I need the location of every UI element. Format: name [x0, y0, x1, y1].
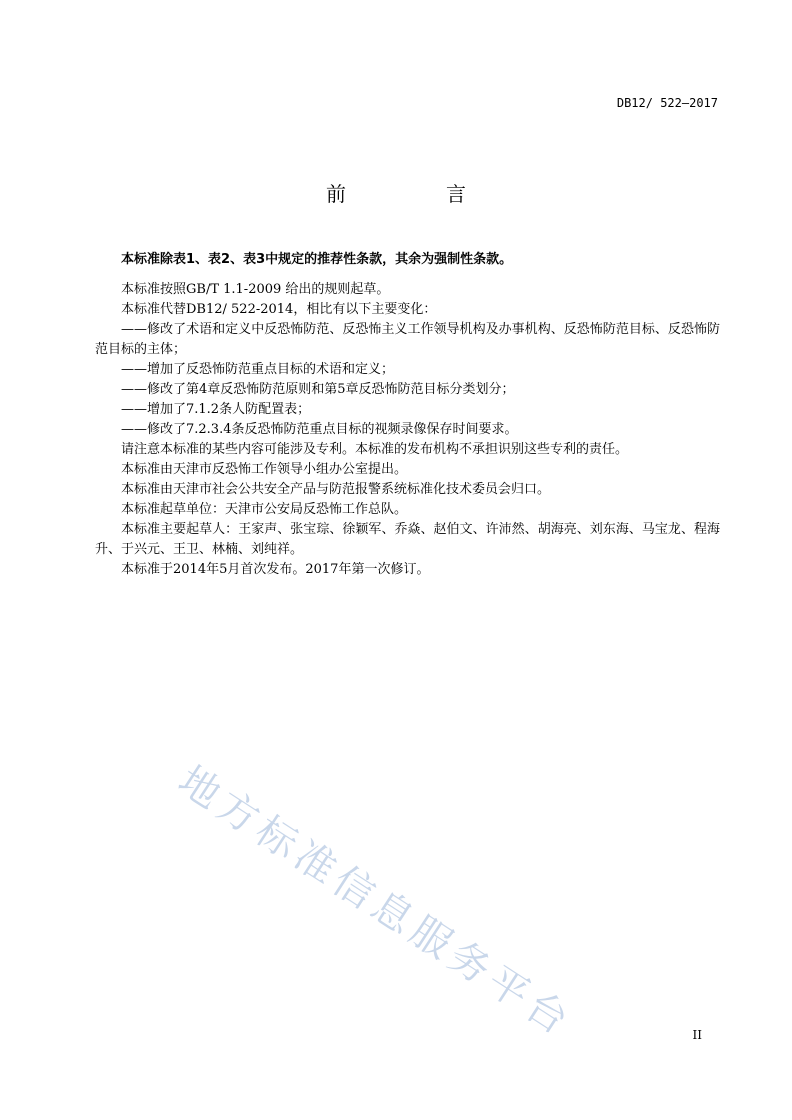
- standard-code: DB12/ 522—2017: [616, 96, 718, 110]
- paragraph: 本标准由天津市反恐怖工作领导小组办公室提出。: [121, 462, 408, 477]
- change-item: ——增加了7.1.2条人防配置表；: [121, 402, 311, 417]
- change-item: ——修改了术语和定义中反恐怖防范、反恐怖主义工作领导机构及办事机构、反恐怖防范目标、反恐怖防范目标的主体；: [95, 322, 720, 357]
- change-item: ——修改了第4章反恐怖防范原则和第5章反恐怖防范目标分类划分；: [121, 382, 515, 397]
- mandatory-clause-note: 本标准除表1、表2、表3中规定的推荐性条款，其余为强制性条款。: [121, 252, 513, 267]
- paragraph: 本标准主要起草人：王家声、张宝琮、徐颖军、乔焱、赵伯文、许沛然、胡海亮、刘东海、马宝龙、程海升、于兴元、王卫、林楠、刘纯祥。: [95, 522, 720, 557]
- foreword-body: [95, 250, 720, 580]
- page-number: II: [692, 1028, 702, 1042]
- watermark: 地方标准信息服务平台: [170, 757, 581, 1047]
- paragraph: 本标准起草单位：天津市公安局反恐怖工作总队。: [121, 502, 408, 517]
- change-item: ——增加了反恐怖防范重点目标的术语和定义；: [121, 362, 395, 377]
- page-title: 前 言: [326, 182, 506, 206]
- paragraph: 本标准由天津市社会公共安全产品与防范报警系统标准化技术委员会归口。: [121, 482, 551, 497]
- paragraph: 本标准于2014年5月首次发布。2017年第一次修订。: [121, 562, 430, 577]
- change-item: ——修改了7.2.3.4条反恐怖防范重点目标的视频录像保存时间要求。: [121, 422, 518, 437]
- paragraph: 本标准代替DB12/ 522-2014，相比有以下主要变化：: [121, 302, 437, 317]
- paragraph: 本标准按照GB/T 1.1-2009 给出的规则起草。: [121, 282, 390, 297]
- paragraph: 请注意本标准的某些内容可能涉及专利。本标准的发布机构不承担识别这些专利的责任。: [121, 442, 629, 457]
